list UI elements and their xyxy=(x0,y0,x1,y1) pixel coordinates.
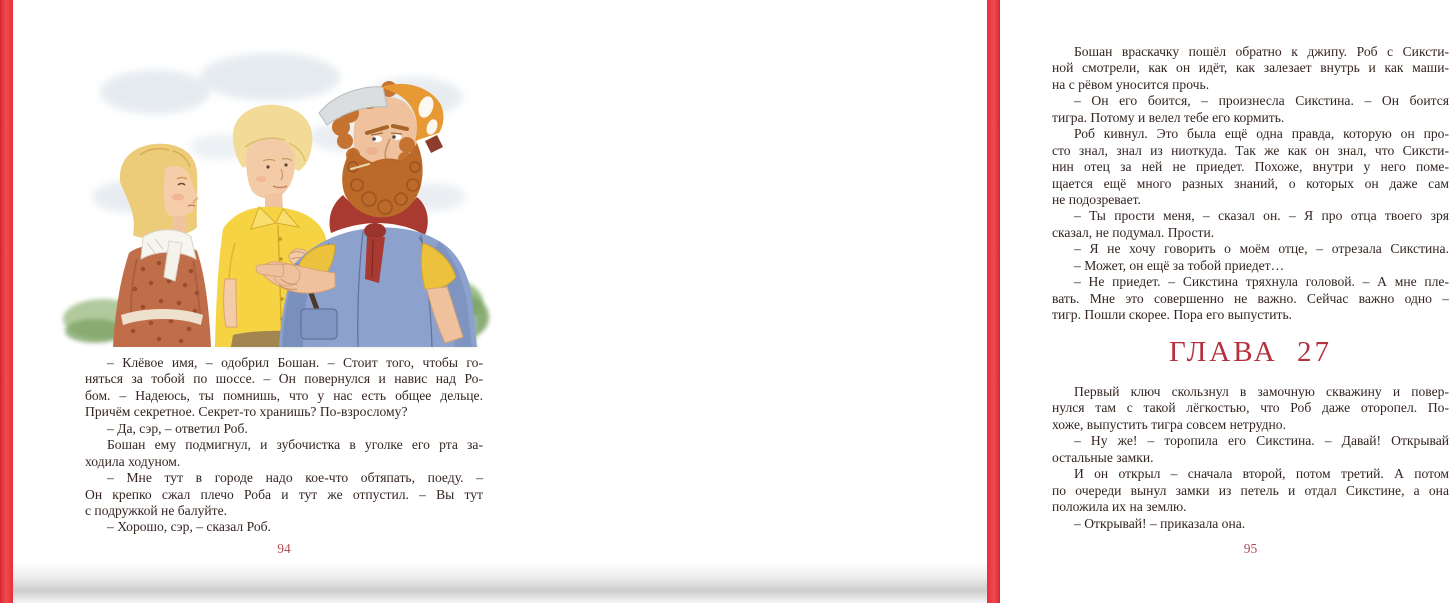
text-line: няться за тобой по шоссе. – Он повернулся и навис над Ро- xyxy=(85,371,483,387)
book-cover-edge-left xyxy=(0,0,13,603)
text-line: по очереди вынул замки из петель и отдал Сикстине, а она xyxy=(1052,482,1449,498)
page-right xyxy=(500,0,1449,603)
text-line: нин отец за ней не приедет. Похоже, внутри у него поме- xyxy=(1052,159,1449,175)
text-line: с подружкой не балуйте. xyxy=(85,502,228,518)
girl-figure xyxy=(113,144,211,347)
text-line: щается ещё много разных знаний, о которых он даже сам xyxy=(1052,175,1449,191)
text-line: тигр. Пошли скорее. Пора его выпустить. xyxy=(1052,307,1293,322)
text-line: Роб кивнул. Это была ещё одна правда, которую он про- xyxy=(1074,126,1449,142)
text-line: нулся там с такой лёгкостью, что Роб даже оторопел. По- xyxy=(1052,400,1449,416)
page-left xyxy=(13,0,500,603)
text-line: тигра. Потому и велел тебе его кормить. xyxy=(1052,109,1285,125)
text-line: ходила ходуном. xyxy=(85,453,181,469)
text-line: Причём секретное. Секрет-то хранишь? По-взрослому? xyxy=(85,404,408,420)
chapter-heading: ГЛАВА 27 xyxy=(1169,336,1332,368)
text-line: – Клёвое имя, – одобрил Бошан. – Стоит того, чтобы го- xyxy=(107,355,483,370)
text-line: – Не приедет. – Сикстина тряхнула головой. – А мне пле- xyxy=(1074,274,1449,290)
page-number-right: 95 xyxy=(1243,541,1258,556)
text-line: – Мне тут в городе надо кое-что обтяпать, поеду. – xyxy=(107,470,483,486)
text-line: Бошан враскачку пошёл обратно к джипу. Роб с Сиксти- xyxy=(1074,44,1449,59)
text-line: вать. Мне это совершенно не важно. Сейчас важно одно – xyxy=(1052,290,1449,306)
illustration xyxy=(85,47,477,347)
text-line: хоже, выпустить тигра совсем нетрудно. xyxy=(1052,416,1286,432)
text-line: ной смотрели, как он идёт, как залезает внутрь и как маши- xyxy=(1052,60,1449,76)
text-line: – Я не хочу говорить о моём отце, – отрезала Сикстина. xyxy=(1074,241,1449,257)
text-line: – Хорошо, сэр, – сказал Роб. xyxy=(107,519,271,535)
text-line: не подозревает. xyxy=(1052,191,1141,207)
text-line: Первый ключ скользнул в замочную скважину и повер- xyxy=(1074,384,1449,399)
text-line: положила их на землю. xyxy=(1052,499,1187,515)
text-line: – Ты прости меня, – сказал он. – Я про отца твоего зря xyxy=(1074,208,1449,224)
text-line: на с рёвом уносится прочь. xyxy=(1052,76,1210,92)
left-text-column xyxy=(85,355,483,536)
text-line: сто знал, знал из ниоткуда. Так же как он знал, что Сиксти- xyxy=(1052,142,1449,158)
text-line: – Да, сэр, – ответил Роб. xyxy=(107,420,248,436)
text-line: бом. – Надеюсь, ты помнишь, что у нас есть общее дельце. xyxy=(85,387,483,403)
text-line: остальные замки. xyxy=(1052,449,1154,465)
text-line: – Ну же! – торопила его Сикстина. – Давай! Открывай xyxy=(1074,433,1449,449)
text-line: Он крепко сжал плечо Роба и тут же отпустил. – Вы тут xyxy=(85,486,483,502)
text-line: – Может, он ещё за тобой приедет… xyxy=(1074,257,1285,273)
text-line: сказал, не подумал. Прости. xyxy=(1052,224,1215,240)
page-number-left: 94 xyxy=(277,541,291,556)
right-text-column-top xyxy=(1052,44,1449,323)
right-text-column-bottom xyxy=(1052,384,1449,532)
book-cover-edge-right xyxy=(987,0,1000,603)
text-line: Бошан ему подмигнул, и зубочистка в уголке его рта за- xyxy=(107,437,483,453)
text-line: – Он его боится, – произнесла Сикстина. – Он боится xyxy=(1074,93,1449,109)
text-line: – Открывай! – приказала она. xyxy=(1074,515,1246,531)
text-line: И он открыл – сначала второй, потом третий. А потом xyxy=(1074,466,1449,482)
